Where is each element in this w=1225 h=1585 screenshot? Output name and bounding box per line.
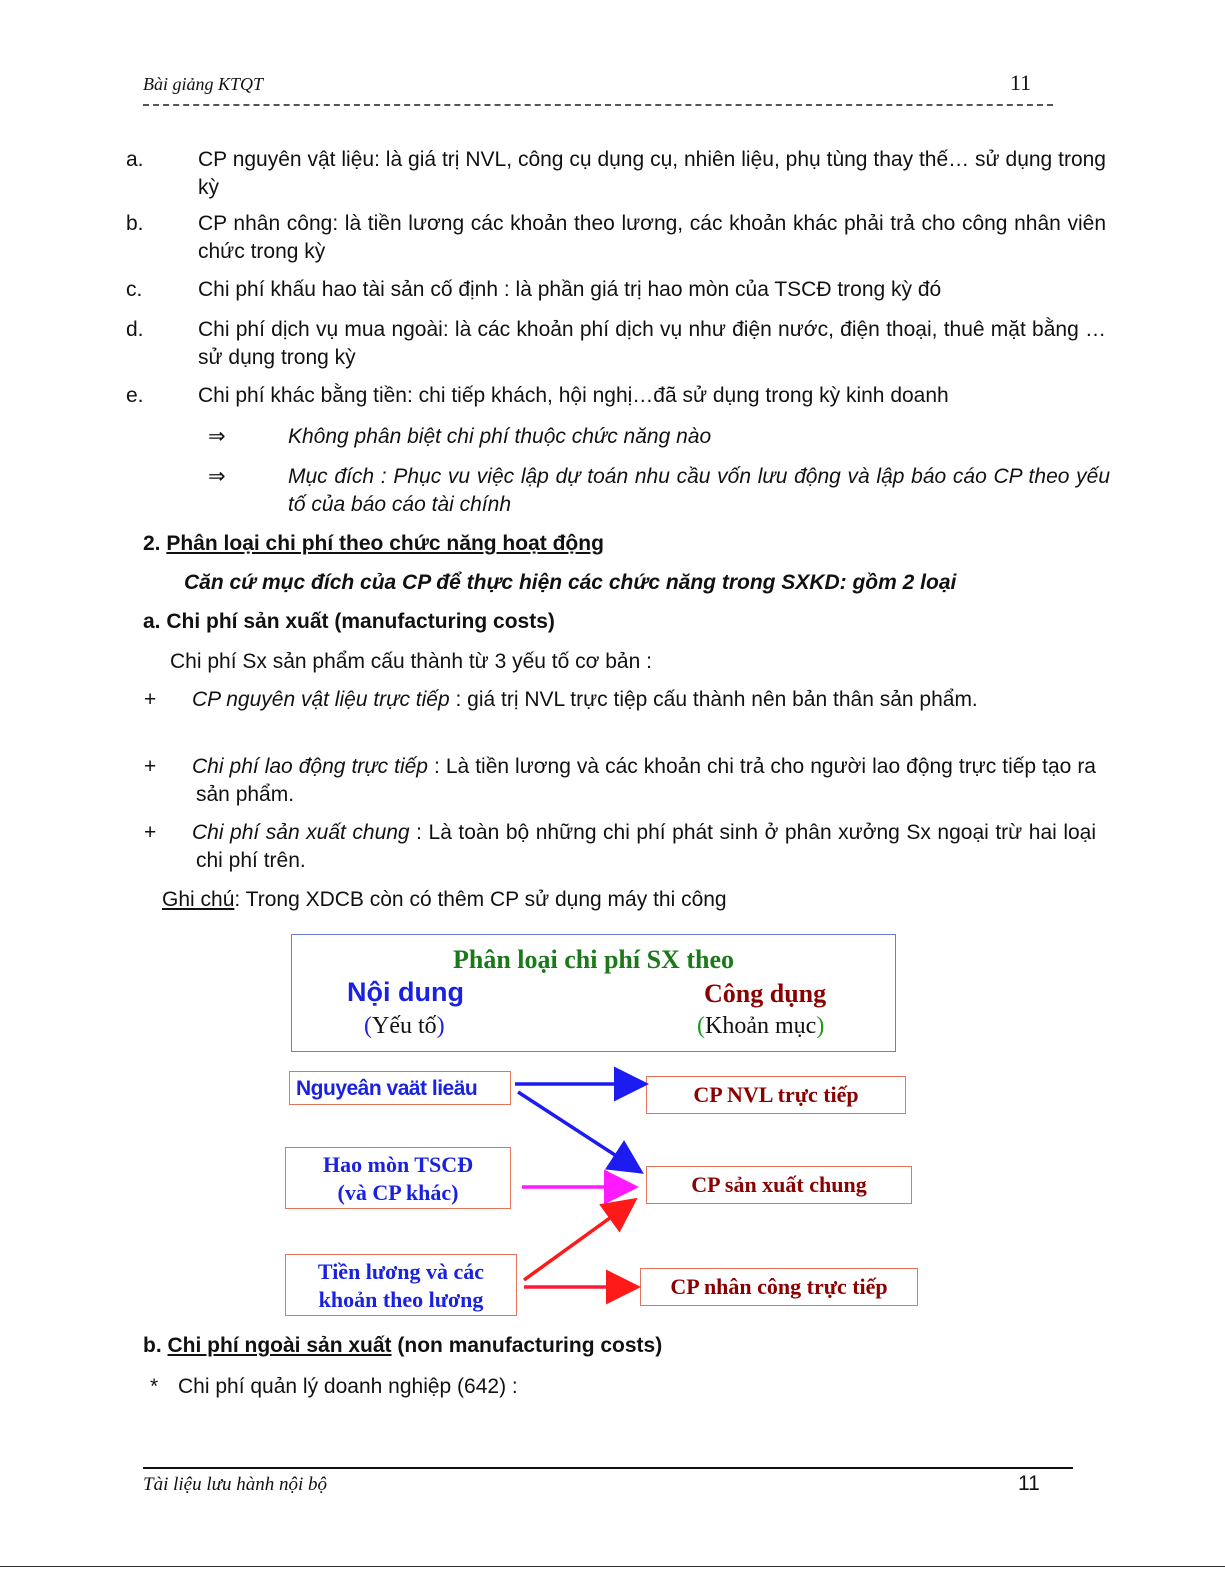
implication-1: ⇒ Không phân biệt chi phí thuộc chức năng nào — [248, 423, 1110, 451]
section-2-heading: 2. Phân loại chi phí theo chức năng hoạt động — [143, 532, 604, 555]
diagram-right-heading: Công dụng — [704, 979, 827, 1008]
sub-a-point-2: + Chi phí lao động trực tiếp : Là tiền lương và các khoản chi trả cho người lao động trực tiếp tạo ra sản phẩm. — [144, 755, 1096, 806]
sub-a-point-1: + CP nguyên vật liệu trực tiếp : giá trị NVL trực tiệp cấu thành nên bản thân sản phẩm. — [144, 688, 978, 711]
sub-a-point-3: + Chi phí sản xuất chung : Là toàn bộ những chi phí phát sinh ở phân xưởng Sx ngoại trừ hai loại chi phí trên. — [144, 821, 1097, 872]
list-item-c: c. Chi phí khấu hao tài sản cố định : là phần giá trị hao mòn của TSCĐ trong kỳ đó — [126, 278, 942, 301]
footer-page-number: 11 — [1018, 1472, 1040, 1495]
sub-a-intro: Chi phí Sx sản phẩm cấu thành từ 3 yếu tố cơ bản : — [170, 650, 652, 673]
target-box-overhead: CP sản xuất chung — [646, 1166, 912, 1204]
diagram-left-heading: Nội dung — [347, 977, 464, 1007]
diagram-right-subheading: (Khoản mục) — [697, 1013, 825, 1039]
arrow-materials-to-overhead — [518, 1092, 638, 1170]
sub-a-heading: a. Chi phí sản xuất (manufacturing costs) — [143, 610, 555, 633]
running-header-title: Bài giảng KTQT — [143, 74, 264, 94]
source-box-depreciation: Hao mòn TSCĐ (và CP khác) — [285, 1147, 511, 1209]
sub-b-heading: b. Chi phí ngoài sản xuất (non manufacturing costs) — [143, 1334, 663, 1357]
source-box-wages: Tiền lương và các khoản theo lương — [285, 1254, 517, 1316]
list-item-b: b. CP nhân công: là tiền lương các khoản theo lương, các khoản khác phải trả cho công nhân viên chức trong kỳ — [126, 212, 1106, 263]
source-box-materials: Nguyeân vaät lieäu — [289, 1071, 511, 1105]
section-2-subtitle: Căn cứ mục đích của CP để thực hiện các chức năng trong SXKD: gồm 2 loại — [184, 571, 957, 594]
page-bottom-border — [0, 1566, 1225, 1567]
implication-2: ⇒ Mục đích : Phục vu việc lập dự toán nhu cầu vốn lưu động và lập báo cáo CP theo yếu tố của báo cáo tài chính — [208, 465, 1110, 516]
implies-icon: ⇒ — [208, 425, 226, 448]
diagram-title: Phân loại chi phí SX theo — [452, 945, 734, 974]
footer-text: Tài liệu lưu hành nội bộ — [143, 1474, 328, 1495]
diagram-left-subheading: (Yếu tố) — [364, 1013, 445, 1039]
list-item-d: d. Chi phí dịch vụ mua ngoài: là các khoản phí dịch vụ như điện nước, điện thoại, thuê mặt bằng …sử dụng trong kỳ — [126, 318, 1106, 369]
implies-icon: ⇒ — [208, 465, 226, 488]
target-box-direct-materials: CP NVL trực tiếp — [646, 1076, 906, 1114]
sub-a-note: Ghi chú: Trong XDCB còn có thêm CP sử dụng máy thi công — [162, 888, 727, 911]
sub-b-item: * Chi phí quản lý doanh nghiệp (642) : — [150, 1375, 518, 1398]
target-box-direct-labor: CP nhân công trực tiếp — [640, 1268, 918, 1306]
list-item-e: e. Chi phí khác bằng tiền: chi tiếp khách, hội nghị…đã sử dụng trong kỳ kinh doanh — [126, 384, 949, 407]
footer-divider — [143, 1467, 1073, 1469]
arrow-wages-to-overhead — [524, 1202, 632, 1280]
running-header-page-number: 11 — [1010, 70, 1032, 95]
list-item-a: a. CP nguyên vật liệu: là giá trị NVL, công cụ dụng cụ, nhiên liệu, phụ tùng thay thế… sử dụng trong kỳ — [126, 148, 1106, 199]
